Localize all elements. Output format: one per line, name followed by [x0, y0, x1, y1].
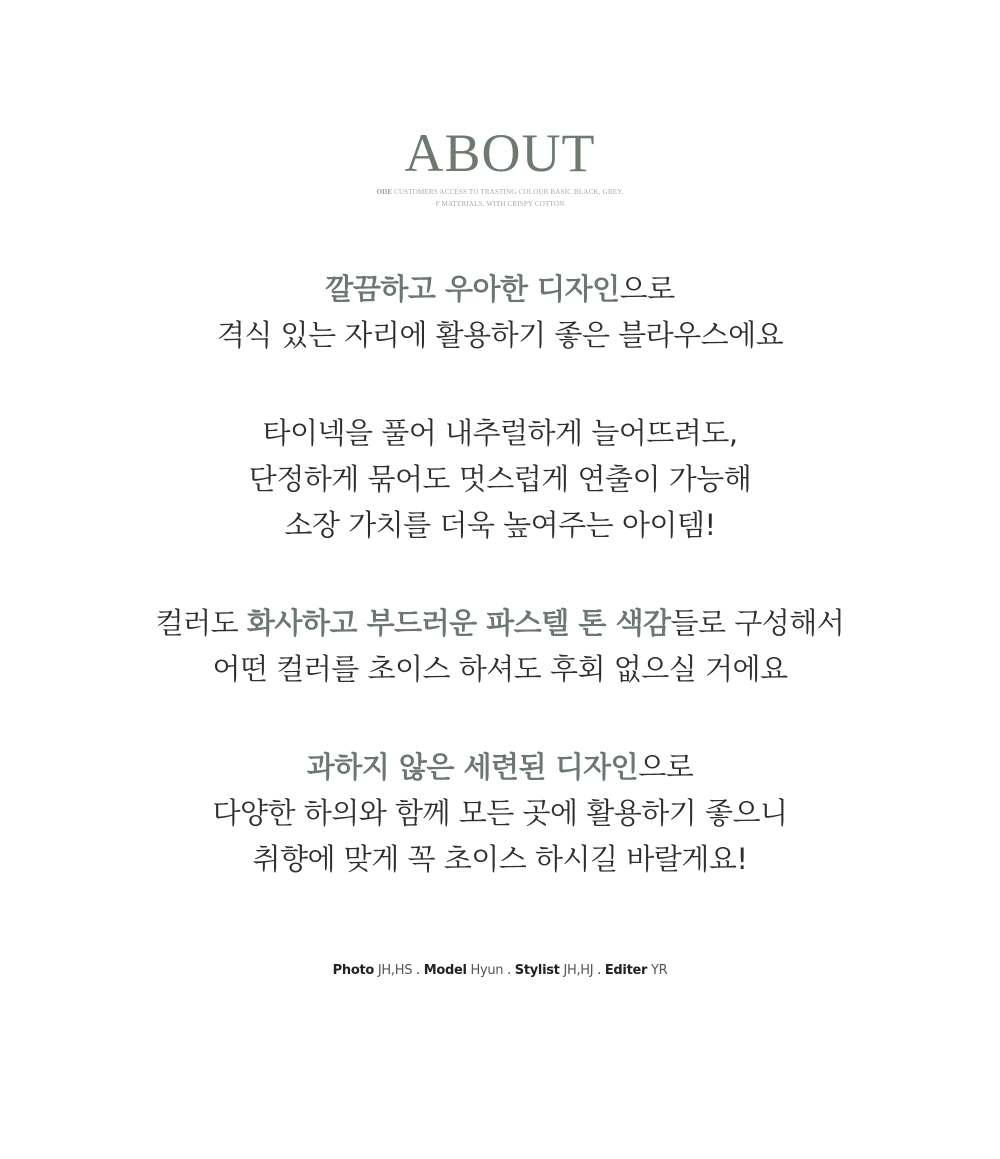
about-subtitle-prefix: ODE: [376, 188, 393, 196]
credit-role-stylist: Stylist: [514, 963, 560, 978]
description-line: 소장 가치를 더욱 높여주는 아이템!: [284, 508, 716, 542]
description-line: 격식 있는 자리에 활용하기 좋은 블라우스에요: [216, 318, 784, 352]
about-subtitle: [0, 186, 1000, 210]
credit-separator: .: [416, 963, 420, 978]
line-text: 들로 구성해서: [670, 606, 845, 640]
credit-role-editer: Editer: [604, 963, 648, 978]
about-subtitle-text-1: CUSTOMERS ACCESS TO TRASTING COLOUR BASIC BLACK, GREY,: [392, 188, 624, 196]
credit-name-stylist: JH,HJ: [563, 963, 594, 978]
page-title: ABOUT: [404, 123, 596, 183]
credit-name-model: Hyun: [470, 963, 504, 978]
description-line: [0, 600, 1000, 646]
line-text: 으로: [638, 750, 694, 784]
description-line: 다양한 하의와 함께 모든 곳에 활용하기 좋으니: [212, 796, 788, 830]
paragraph-1: [0, 266, 1000, 358]
credit-separator: .: [597, 963, 601, 978]
description-line: 취향에 맞게 꼭 초이스 하시길 바랄게요!: [252, 842, 748, 876]
paragraph-2: [0, 410, 1000, 548]
description-line: [0, 266, 1000, 312]
credit-separator: .: [507, 963, 511, 978]
credit-name-editer: YR: [650, 963, 668, 978]
about-subtitle-line-1: [0, 186, 1000, 198]
highlighted-text: 화사하고 부드러운 파스텔 톤 색감: [246, 606, 671, 640]
about-subtitle-line-2: F MATERIALS, WITH CRISPY COTTON: [435, 200, 565, 208]
line-text: 으로: [619, 272, 675, 306]
description-line: [0, 744, 1000, 790]
line-text: 컬러도: [155, 606, 247, 640]
about-header: [0, 122, 1000, 210]
description-line: 어떤 컬러를 초이스 하셔도 후회 없으실 거에요: [212, 652, 788, 686]
credit-name-photo: JH,HS: [377, 963, 413, 978]
highlighted-text: 과하지 않은 세련된 디자인: [306, 750, 639, 784]
credits-line: [0, 962, 1000, 980]
description-line: 타이넥을 풀어 내추럴하게 늘어뜨려도,: [262, 416, 738, 450]
paragraph-3: [0, 600, 1000, 692]
highlighted-text: 깔끔하고 우아한 디자인: [325, 272, 620, 306]
paragraph-4: [0, 744, 1000, 882]
description-line: 단정하게 묶어도 멋스럽게 연출이 가능해: [248, 462, 752, 496]
description-body: [0, 266, 1000, 934]
credit-role-model: Model: [423, 963, 467, 978]
credit-role-photo: Photo: [332, 963, 375, 978]
